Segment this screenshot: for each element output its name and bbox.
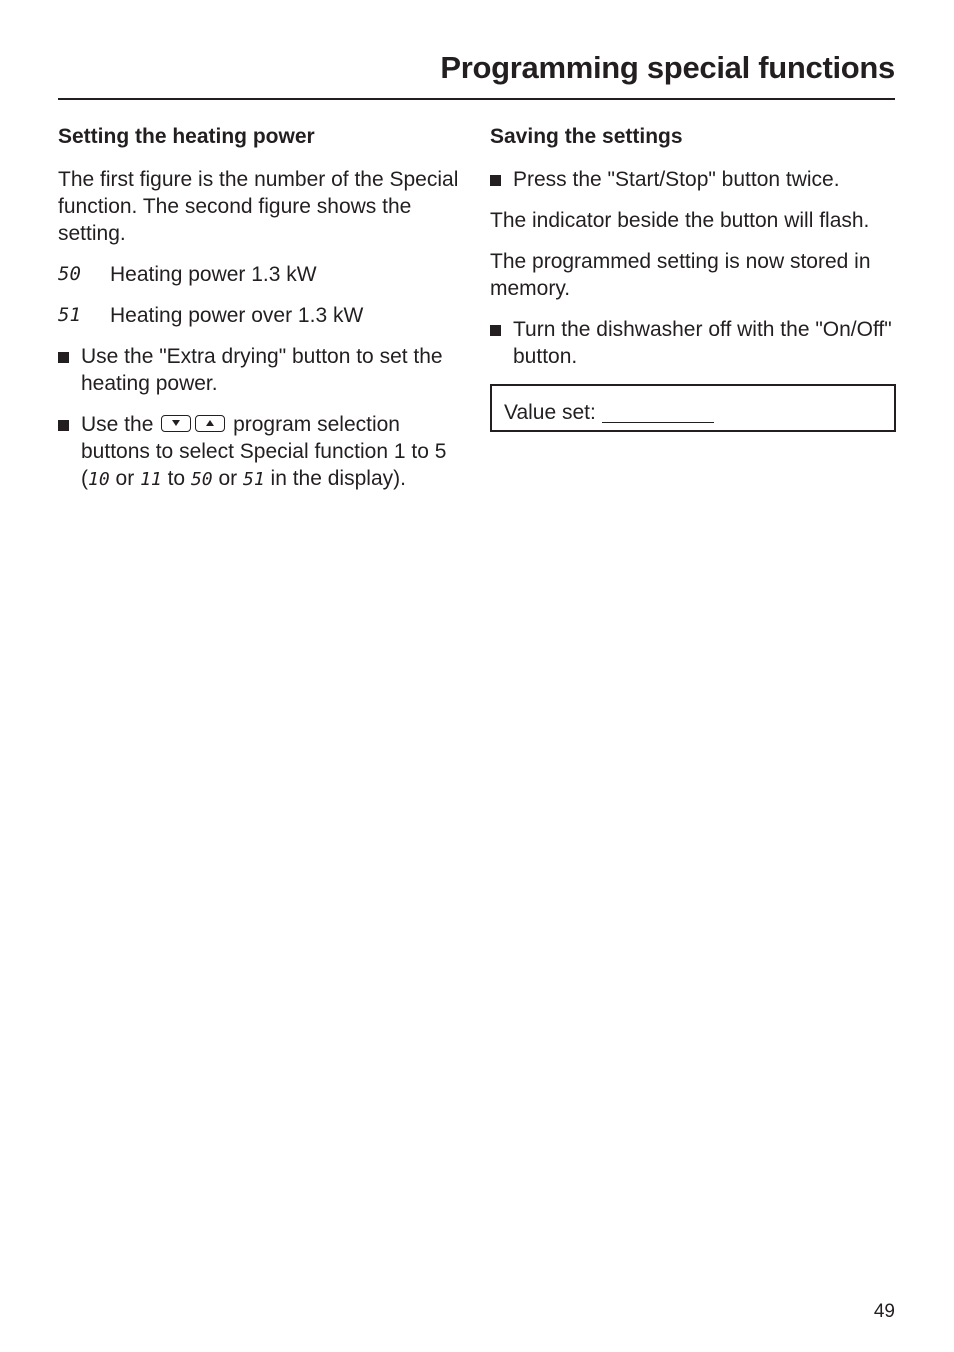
indicator-paragraph: The indicator beside the button will flash.	[490, 209, 870, 232]
display-code: 10	[88, 469, 110, 490]
page-title: Programming special functions	[440, 50, 895, 85]
instruction-text: or	[115, 467, 135, 490]
value-set-box	[490, 384, 896, 432]
display-code: 50	[58, 263, 81, 285]
stored-paragraph: The programmed setting is now stored in memory.	[490, 250, 871, 300]
display-code: 51	[243, 469, 265, 490]
instruction-text: program selection buttons to select Special function 1 to 5 (	[81, 413, 447, 490]
right-column	[490, 122, 895, 432]
instruction-text: or	[218, 467, 238, 490]
display-code: 51	[58, 304, 81, 326]
arrow-down-button-icon	[161, 415, 191, 432]
display-code: 50	[190, 469, 213, 490]
instruction-text: in the display).	[270, 467, 406, 490]
extra-drying-instruction: Use the "Extra drying" button to set the heating power.	[58, 343, 468, 397]
title-rule	[58, 98, 895, 100]
saving-settings-heading: Saving the settings	[490, 125, 683, 148]
page-number: 49	[873, 1301, 895, 1322]
heating-power-heading: Setting the heating power	[58, 125, 315, 148]
turn-off-instruction: Turn the dishwasher off with the "On/Off" button.	[490, 316, 895, 370]
code-row-51	[58, 302, 468, 329]
left-column	[58, 122, 468, 507]
code-row-50	[58, 261, 468, 288]
program-selection-instruction	[58, 411, 468, 493]
intro-paragraph: The first figure is the number of the Special function. The second figure shows the setting.	[58, 168, 459, 245]
code-description: Heating power over 1.3 kW	[110, 304, 364, 327]
instruction-text: to	[167, 467, 186, 490]
value-set-label: Value set:	[504, 401, 596, 424]
arrow-up-button-icon	[195, 415, 225, 432]
value-set-blank-line	[602, 402, 714, 423]
start-stop-instruction: Press the "Start/Stop" button twice.	[490, 166, 895, 193]
code-description: Heating power 1.3 kW	[110, 263, 317, 286]
instruction-text: Use the	[81, 413, 154, 436]
display-code: 11	[140, 469, 162, 490]
